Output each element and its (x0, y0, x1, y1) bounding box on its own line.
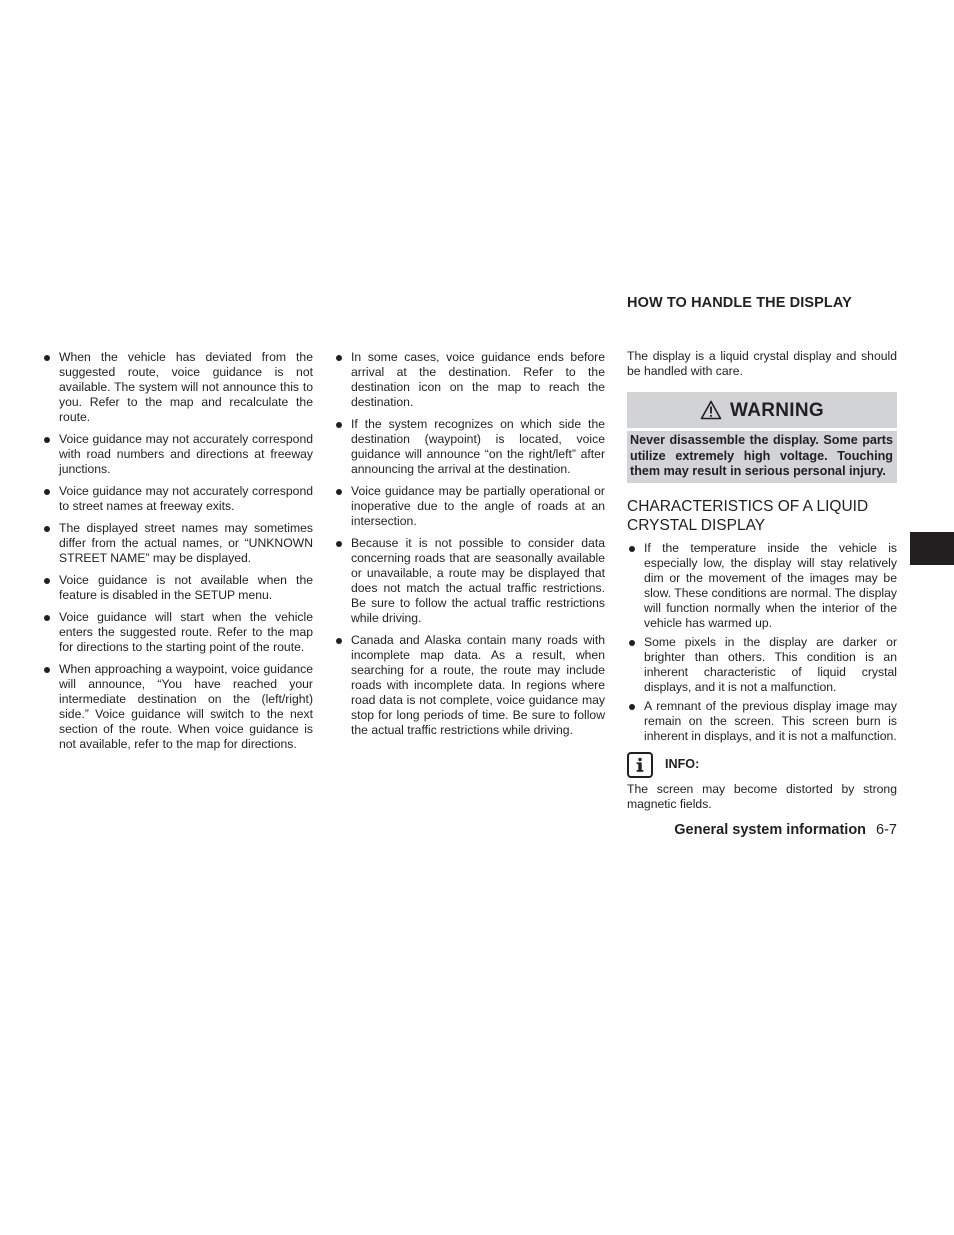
list-item: Voice guidance may not accurately correspond with road numbers and directions at freeway junctions. (42, 432, 313, 477)
warning-text: Never disassemble the display. Some parts utilize extremely high voltage. Touching them may result in serious personal injury. (630, 433, 893, 478)
middle-bullet-list (334, 350, 605, 738)
list-item: Some pixels in the display are darker or brighter than others. This condition is an inherent characteristic of liquid crystal displays, and it is not a malfunction. (627, 635, 897, 695)
warning-triangle-icon (700, 400, 722, 420)
footer-section-title: General system information (674, 822, 867, 838)
list-item: Voice guidance may not accurately correspond to street names at freeway exits. (42, 484, 313, 514)
list-item: Voice guidance may be partially operational or inoperative due to the angle of roads at an intersection. (334, 484, 605, 529)
list-item: If the system recognizes on which side the destination (waypoint) is located, voice guidance will announce “on the right/left” after announcing the arrival at the destination. (334, 417, 605, 477)
list-item: If the temperature inside the vehicle is especially low, the display will stay relatively dim or the movement of the images may be slow. These conditions are normal. The display will function normally when the interior of the vehicle has warmed up. (627, 541, 897, 631)
info-label: INFO: (665, 757, 700, 771)
list-item: The displayed street names may sometimes differ from the actual names, or “UNKNOWN STREET NAME” may be displayed. (42, 521, 313, 566)
subheading: CHARACTERISTICS OF A LIQUID CRYSTAL DISPLAY (627, 497, 869, 534)
intro-paragraph: The display is a liquid crystal display and should be handled with care. (627, 349, 897, 378)
list-item: In some cases, voice guidance ends before arrival at the destination. Refer to the destination icon on the map to reach the destination. (334, 350, 605, 410)
info-text: The screen may become distorted by strong magnetic fields. (627, 781, 897, 811)
list-item: When the vehicle has deviated from the suggested route, voice guidance is not available. The system will not announce this to you. Refer to the map and recalculate the route. (42, 350, 313, 425)
right-column (627, 296, 897, 825)
page-number: 6-7 (876, 822, 897, 838)
list-item: Voice guidance is not available when the feature is disabled in the SETUP menu. (42, 573, 313, 603)
list-item: Canada and Alaska contain many roads with incomplete map data. As a result, when searching for a route, the route may include roads with incomplete data. In regions where road data is not complete, voice guidance may stop for long periods of time. Be sure to follow the actual traffic restrictions while driving. (334, 633, 605, 738)
warning-header (627, 392, 897, 431)
warning-title: WARNING (730, 399, 824, 421)
list-item: Voice guidance will start when the vehicle enters the suggested route. Refer to the map for directions to the starting point of the route. (42, 610, 313, 655)
list-item: A remnant of the previous display image may remain on the screen. This screen burn is inherent in displays, and it is not a malfunction. (627, 699, 897, 744)
page-footer (627, 822, 897, 838)
list-item: Because it is not possible to consider data concerning roads that are seasonally available or unavailable, a route may be displayed that does not match the actual traffic restrictions. Be sure to follow the actual traffic restrictions while driving. (334, 536, 605, 626)
section-title: HOW TO HANDLE THE DISPLAY (627, 295, 852, 311)
info-icon (627, 752, 653, 778)
middle-column (334, 350, 605, 745)
left-bullet-list (42, 350, 313, 752)
info-header (627, 752, 897, 778)
chapter-tab (910, 532, 954, 565)
list-item: When approaching a waypoint, voice guidance will announce, “You have reached your intermediate destination on the (left/right) side.” Voice guidance will switch to the next section of the route. When voice guidance is not available, refer to the map for directions. (42, 662, 313, 752)
right-bullet-list (627, 541, 897, 744)
left-column (42, 350, 313, 759)
warning-box (627, 392, 897, 483)
